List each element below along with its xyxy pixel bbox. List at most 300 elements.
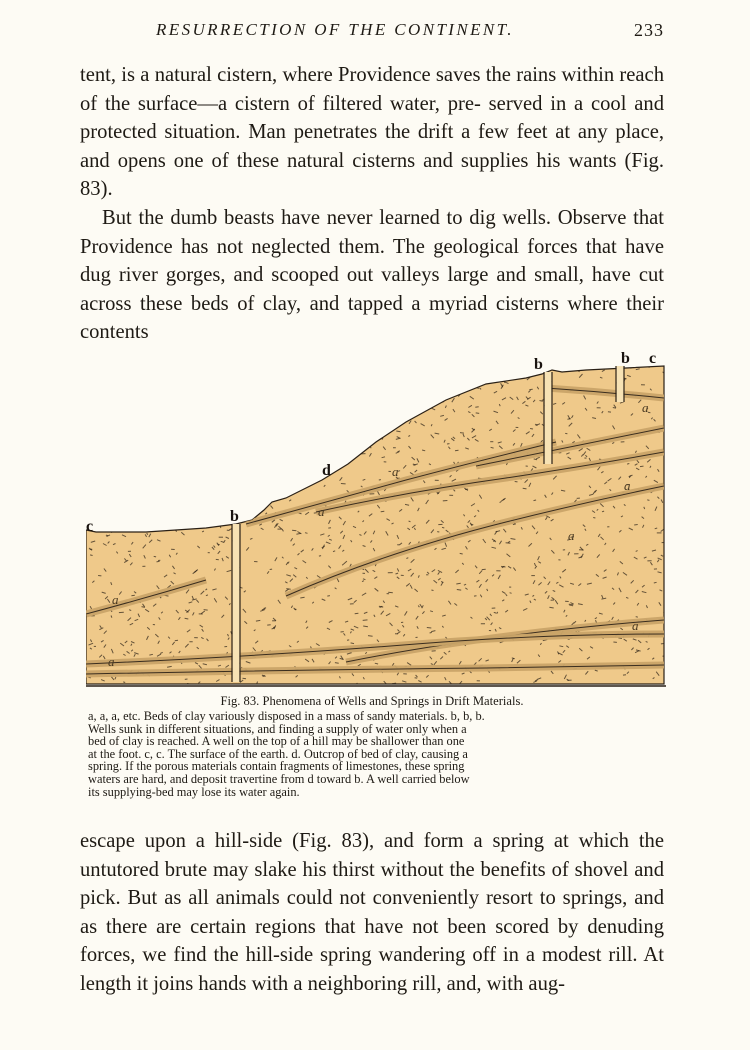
sand-grain <box>175 640 178 641</box>
sand-grain <box>665 432 666 433</box>
sand-grain <box>178 411 179 413</box>
sand-grain <box>326 388 329 389</box>
sand-grain <box>127 411 129 414</box>
sand-grain <box>145 504 147 507</box>
sand-grain <box>381 409 383 411</box>
sand-grain <box>100 459 102 463</box>
sand-grain <box>233 483 235 485</box>
sand-grain <box>374 429 377 430</box>
sand-grain <box>137 514 138 516</box>
sand-grain <box>546 367 549 369</box>
sand-grain <box>420 386 421 389</box>
sand-grain <box>209 387 211 391</box>
sand-grain <box>460 433 464 434</box>
sand-grain <box>229 495 232 497</box>
sand-grain <box>109 366 111 369</box>
sand-grain <box>475 378 477 380</box>
sand-grain <box>363 620 368 621</box>
sand-grain <box>228 495 230 496</box>
page-header <box>78 20 664 46</box>
sand-grain <box>238 447 242 450</box>
sand-grain <box>260 429 264 430</box>
sand-grain <box>285 489 288 490</box>
sand-grain <box>145 470 147 474</box>
sand-grain <box>162 477 165 479</box>
bed-label: a <box>112 592 119 607</box>
sand-grain <box>197 452 199 456</box>
sand-grain <box>239 438 241 439</box>
sand-grain <box>363 365 367 366</box>
sand-grain <box>430 403 433 405</box>
sand-grain <box>124 380 127 381</box>
sand-grain <box>153 431 155 433</box>
sand-grain <box>627 464 629 465</box>
sand-grain <box>164 461 167 462</box>
sand-grain <box>373 377 376 379</box>
sand-grain <box>295 441 297 442</box>
sand-grain <box>210 468 212 470</box>
sand-grain <box>510 593 512 594</box>
sand-grain <box>264 372 267 375</box>
sand-grain <box>277 467 279 470</box>
sand-grain <box>280 406 282 408</box>
sand-grain <box>663 656 666 657</box>
sand-grain <box>171 368 173 372</box>
text-line: within reach of the surface—a cistern of filtered water, pre- <box>80 64 664 115</box>
sand-grain <box>90 508 93 509</box>
sand-grain <box>349 421 352 424</box>
sand-grain <box>403 373 406 374</box>
sand-grain <box>407 390 408 392</box>
sand-grain <box>355 613 359 614</box>
sand-grain <box>133 487 136 488</box>
sand-grain <box>122 502 126 503</box>
sand-grain <box>96 444 98 445</box>
sand-grain <box>288 365 292 368</box>
sand-grain <box>100 412 104 414</box>
sand-grain <box>138 426 139 428</box>
sand-grain <box>135 364 138 365</box>
sand-grain <box>423 403 426 404</box>
sand-grain <box>225 371 230 372</box>
sand-grain <box>272 446 275 449</box>
legend-line: a, a, a, etc. Beds of clay variously disposed in a mass of sandy materials. b, b, b. <box>88 709 485 723</box>
running-head: RESURRECTION OF THE CONTINENT. <box>156 20 514 39</box>
sand-grain <box>320 446 323 447</box>
sand-grain <box>148 521 151 522</box>
sand-grain <box>86 463 89 465</box>
sand-grain <box>89 510 92 511</box>
text-line: clay, and tapped a myriad cisterns where their contents <box>80 292 664 344</box>
sand-grain <box>448 389 450 390</box>
sand-grain <box>194 454 196 457</box>
sand-grain <box>145 436 147 440</box>
sand-grain <box>230 458 231 460</box>
sand-grain <box>219 476 221 477</box>
sand-grain <box>104 434 105 436</box>
body-text-bottom <box>80 827 664 999</box>
sand-grain <box>404 391 407 392</box>
sand-grain <box>304 363 305 365</box>
sand-grain <box>239 446 242 448</box>
text-line: tent, is a natural cistern, where Providence saves the rains <box>80 64 557 86</box>
sand-grain <box>114 495 118 497</box>
text-line: escape upon a hill-side (Fig. 83), and form a spring at <box>80 830 569 852</box>
sand-grain <box>439 362 442 363</box>
label-b-valley-well: b <box>230 508 239 525</box>
sand-grain <box>191 417 193 418</box>
sand-grain <box>160 509 162 511</box>
sand-grain <box>272 424 274 428</box>
sand-grain <box>364 389 367 393</box>
sand-grain <box>142 518 143 520</box>
sand-grain <box>222 462 223 464</box>
sand-grain <box>113 448 117 451</box>
sand-grain <box>110 376 113 380</box>
sand-grain <box>336 418 338 420</box>
sand-grain <box>192 475 194 479</box>
sand-grain <box>371 433 372 436</box>
well-shaft <box>617 366 624 402</box>
sand-grain <box>219 503 222 505</box>
sand-grain <box>427 628 432 629</box>
sand-grain <box>475 407 478 408</box>
sand-grain <box>319 556 321 557</box>
sand-grain <box>130 396 132 398</box>
sand-grain <box>356 404 358 407</box>
sand-grain <box>158 519 161 520</box>
sand-grain <box>226 472 227 474</box>
sand-grain <box>420 377 422 379</box>
sand-grain <box>259 395 261 396</box>
figure-83-illustration <box>86 352 666 692</box>
sand-grain <box>146 508 148 509</box>
sand-grain <box>109 424 111 426</box>
sand-grain <box>324 438 326 440</box>
sand-grain <box>155 422 157 423</box>
sand-grain <box>94 371 98 372</box>
sand-grain <box>98 415 103 416</box>
sand-grain <box>374 390 376 391</box>
sand-grain <box>206 501 208 503</box>
sand-grain <box>138 490 140 492</box>
sand-grain <box>90 423 91 425</box>
label-d-outcrop: d <box>322 462 331 479</box>
sand-grain <box>203 509 207 511</box>
sand-grain <box>90 555 93 556</box>
sand-grain <box>158 419 161 420</box>
sand-grain <box>201 444 204 446</box>
sand-grain <box>316 415 318 418</box>
sand-grain <box>88 415 90 417</box>
sand-grain <box>100 477 102 481</box>
sand-grain <box>593 518 595 519</box>
sand-grain <box>494 612 497 613</box>
sand-grain <box>125 400 128 401</box>
sand-grain <box>259 455 261 457</box>
text-line: Observe that Providence has not neglected them. The <box>80 206 664 258</box>
sand-grain <box>261 388 265 389</box>
sand-grain <box>618 638 622 639</box>
sand-grain <box>441 386 444 389</box>
bed-label: a <box>632 618 639 633</box>
sand-grain <box>530 429 533 430</box>
sand-grain <box>173 459 176 462</box>
sand-grain <box>306 379 308 380</box>
sand-grain <box>240 453 244 454</box>
sand-grain <box>340 435 342 438</box>
sand-grain <box>139 386 140 388</box>
sand-grain <box>202 494 204 498</box>
bed-label: a <box>624 478 631 493</box>
sand-grain <box>339 391 343 393</box>
sand-grain <box>445 392 447 394</box>
sand-grain <box>198 434 200 435</box>
sand-grain <box>184 372 185 374</box>
sand-grain <box>162 409 167 410</box>
sand-grain <box>308 369 311 372</box>
sand-grain <box>123 475 125 477</box>
sand-grain <box>90 408 94 409</box>
sand-grain <box>278 421 280 424</box>
sand-grain <box>254 381 256 384</box>
sand-grain <box>116 474 121 476</box>
sand-grain <box>352 434 355 436</box>
sand-grain <box>317 450 318 453</box>
sand-grain <box>124 497 126 501</box>
sand-grain <box>251 402 255 404</box>
sand-grain <box>231 404 234 408</box>
sand-grain <box>368 636 373 637</box>
sand-grain <box>331 389 334 391</box>
sand-grain <box>134 457 137 460</box>
sand-grain <box>215 390 217 392</box>
sand-grain <box>283 396 285 397</box>
sand-grain <box>329 399 333 400</box>
sand-grain <box>377 380 379 383</box>
well-shaft <box>545 372 552 464</box>
sand-grain <box>124 460 126 465</box>
sand-grain <box>246 475 248 476</box>
sand-grain <box>133 406 135 408</box>
bed-label: a <box>108 654 115 669</box>
label-c-hilltop-surface: c <box>649 350 657 367</box>
sand-grain <box>195 449 198 452</box>
sand-grain <box>473 374 476 376</box>
sand-grain <box>246 405 247 407</box>
bed-label: a <box>568 528 575 543</box>
sand-grain <box>442 379 445 381</box>
sand-grain <box>165 507 168 509</box>
sand-grain <box>101 505 105 507</box>
sand-grain <box>96 374 99 378</box>
sand-grain <box>495 364 497 366</box>
sand-grain <box>372 404 374 406</box>
sand-grain <box>100 473 103 474</box>
sand-grain <box>142 399 145 402</box>
sand-grain <box>253 395 256 396</box>
sand-grain <box>474 360 477 363</box>
sand-grain <box>219 468 221 470</box>
sand-grain <box>401 367 404 370</box>
sand-grain <box>316 383 318 387</box>
sand-grain <box>345 405 348 408</box>
sand-grain <box>393 392 396 394</box>
sand-grain <box>658 362 661 365</box>
sand-grain <box>400 400 402 402</box>
sand-grain <box>452 367 453 369</box>
sand-grain <box>172 469 173 471</box>
sand-grain <box>508 373 512 375</box>
sand-grain <box>222 441 225 442</box>
sand-grain <box>178 367 182 370</box>
sand-grain <box>460 553 463 554</box>
sand-grain <box>327 596 330 597</box>
sand-grain <box>163 467 166 469</box>
sand-grain <box>647 500 649 501</box>
sand-grain <box>188 378 190 382</box>
sand-grain <box>205 407 207 408</box>
sand-grain <box>411 363 412 365</box>
sand-grain <box>295 480 297 484</box>
sand-grain <box>363 397 367 399</box>
sand-grain <box>299 370 302 372</box>
sand-grain <box>278 479 280 481</box>
sand-grain <box>388 428 390 432</box>
legend-line: spring. If the porous materials contain fragments of limestones, these spring <box>88 759 465 774</box>
sand-grain <box>331 370 334 372</box>
bed-label: a <box>642 400 649 415</box>
sand-grain <box>248 456 249 459</box>
sand-grain <box>140 393 144 395</box>
sand-grain <box>189 492 191 494</box>
sand-grain <box>262 494 265 497</box>
sand-grain <box>640 466 644 467</box>
text-line: regions that have not been scored by denuding forces, we <box>80 915 664 967</box>
sand-grain <box>263 378 266 381</box>
sand-grain <box>289 369 290 372</box>
paragraph <box>80 61 664 204</box>
sand-grain <box>329 440 332 441</box>
sand-grain <box>153 451 155 453</box>
sand-grain <box>123 406 125 408</box>
sand-grain <box>227 430 230 431</box>
sand-grain <box>301 428 304 431</box>
sand-grain <box>404 397 407 400</box>
legend-line: its supplying-bed may lose its water again. <box>88 784 300 799</box>
sand-grain <box>307 476 309 478</box>
sand-grain <box>654 582 657 583</box>
sand-grain <box>267 371 268 373</box>
sand-grain <box>183 399 185 401</box>
sand-grain <box>187 482 191 483</box>
sand-grain <box>138 504 140 506</box>
sand-grain <box>373 375 374 377</box>
sand-grain <box>194 457 196 460</box>
figure-caption: Fig. 83. Phenomena of Wells and Springs in Drift Materials. <box>220 694 524 708</box>
sand-grain <box>384 398 386 402</box>
sand-grain <box>135 375 138 378</box>
sand-grain <box>311 440 315 442</box>
sand-grain <box>523 488 527 489</box>
sand-grain <box>248 377 251 379</box>
legend-line: Wells sunk in different situations, and finding a supply of water only when a <box>88 721 467 736</box>
sand-grain <box>407 402 411 403</box>
sand-grain <box>211 489 215 491</box>
sand-grain <box>113 460 114 463</box>
sand-grain <box>434 359 437 362</box>
sand-grain <box>210 410 213 413</box>
sand-grain <box>206 424 207 426</box>
text-line: natural cisterns and supplies his wants (Fig. 83). <box>80 149 664 201</box>
sand-grain <box>127 431 129 434</box>
sand-grain <box>310 382 312 384</box>
sand-grain <box>176 462 177 464</box>
sand-grain <box>293 382 297 384</box>
sand-grain <box>235 450 238 452</box>
sand-grain <box>321 433 323 434</box>
sand-grain <box>433 400 437 402</box>
sand-grain <box>147 401 151 402</box>
sand-grain <box>136 471 139 474</box>
sand-grain <box>167 458 171 459</box>
label-c-surface: c <box>86 518 94 535</box>
sand-grain <box>150 409 152 412</box>
sand-grain <box>602 511 604 512</box>
sand-grain <box>228 428 232 430</box>
sand-grain <box>366 362 369 365</box>
sand-grain <box>168 510 171 512</box>
sand-grain <box>240 372 243 375</box>
sand-grain <box>376 405 378 407</box>
sand-grain <box>180 366 183 369</box>
sand-grain <box>137 401 139 403</box>
sand-grain <box>407 404 408 406</box>
sand-grain <box>185 618 189 619</box>
bed-label: a <box>318 504 325 519</box>
sand-grain <box>142 430 144 432</box>
sand-grain <box>430 632 432 633</box>
text-line: the drift a few feet at any place, and opens one of these <box>80 121 664 172</box>
sand-grain <box>187 463 189 465</box>
text-line: out valleys large and small, have cut across these beds of <box>80 264 665 315</box>
sand-grain <box>384 426 386 429</box>
sand-grain <box>476 413 480 414</box>
sand-grain <box>396 403 400 405</box>
sand-grain <box>377 394 379 397</box>
sand-grain <box>167 412 169 415</box>
text-line: which the untutored brute may slake his thirst without <box>80 830 664 881</box>
sand-grain <box>335 663 339 664</box>
sand-grain <box>136 450 139 451</box>
sand-grain <box>220 469 223 471</box>
sand-grain <box>156 393 159 395</box>
sand-grain <box>305 533 308 534</box>
sand-grain <box>259 363 262 366</box>
label-b-hill-well: b <box>534 356 543 373</box>
sand-grain <box>126 472 129 474</box>
sand-grain <box>190 359 192 363</box>
sand-grain <box>431 391 432 393</box>
sand-grain <box>94 439 96 441</box>
sand-grain <box>308 383 310 386</box>
sand-grain <box>149 379 153 380</box>
sand-grain <box>665 439 666 441</box>
legend-line: at the foot. c, c. The surface of the earth. d. Outcrop of bed of clay, causing a <box>88 746 468 761</box>
sand-grain <box>258 397 261 401</box>
sand-grain <box>392 683 396 684</box>
sand-grain <box>90 474 94 476</box>
